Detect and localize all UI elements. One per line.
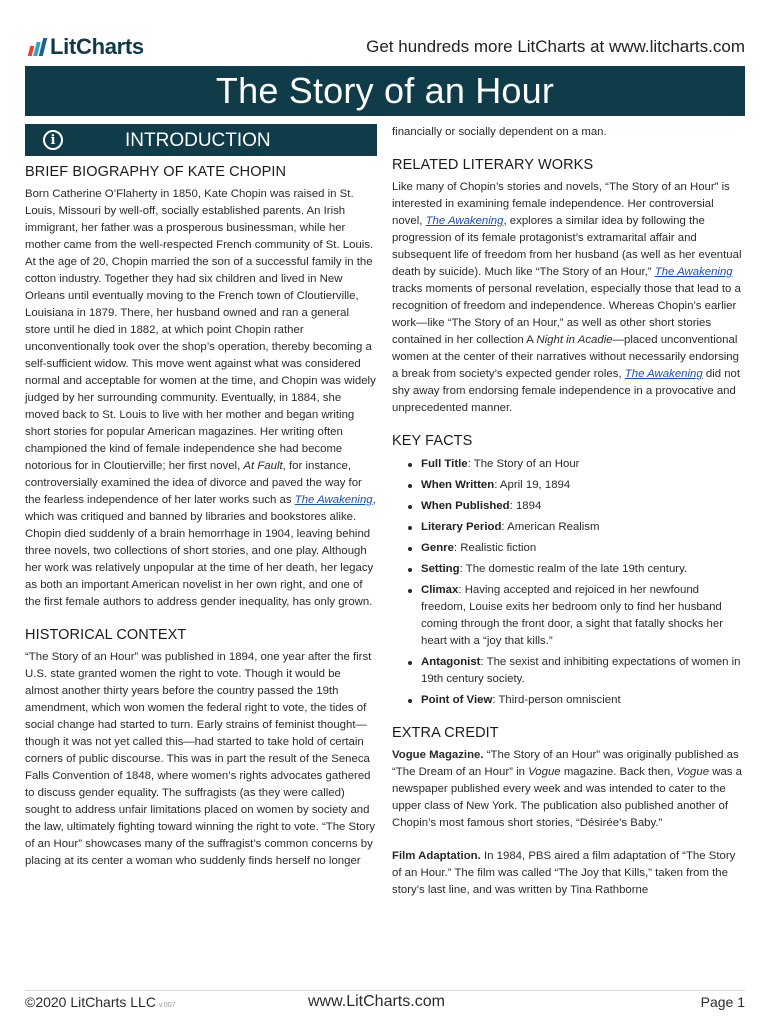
historical-text: “The Story of an Hour” was published in 1894, one year after the first U.S. state granted women the right to vote. Though it would be almost another thirty years before the country passed the 19th amendment, which won women the federal right to vote, the tides of social change had started to turn. Early strains of feminist thought—though it was not yet called this—had started to take hold of certain corners of public discourse. This was in part the result of the Seneca Falls Convention of 1848, where women’s rights advocates gathered to discuss gender equality. The suffragists (as they were called) sought to address unfair limitations placed on women by society and the law, ultimately fighting toward winning the right to vote. “The Story of an Hour” showcases many of the suffragist’s common concerns by placing at its center a woman who suddenly finds herself no longer: [25, 651, 376, 867]
fact-item: When Published: 1894: [404, 498, 744, 515]
litcharts-logo[interactable]: [29, 34, 144, 60]
key-facts-list: [392, 456, 744, 709]
film-credit: Film Adaptation. In 1984, PBS aired a film adaptation of “The Story of an Hour.” The film was called “The Joy that Kills,” taken from the story’s last line, and was written by Tina Rathborne: [392, 850, 736, 896]
left-column: [25, 124, 377, 870]
page-footer: [25, 990, 745, 1014]
fact-item: Climax: Having accepted and rejoiced in her newfound freedom, Louise exits her bedroom only to find her husband coming through the front door, a sight that fatally shocks her heart with a “joy that kills.”: [404, 582, 744, 650]
version-label: v.007: [158, 1002, 176, 1009]
logo-bars-icon: [29, 38, 45, 56]
introduction-banner: [25, 124, 377, 156]
document-title: The Story of an Hour: [215, 70, 555, 111]
biography-heading: BRIEF BIOGRAPHY OF KATE CHOPIN: [25, 164, 287, 180]
fact-item: Full Title: The Story of an Hour: [404, 456, 744, 473]
awakening-link[interactable]: The Awakening: [624, 368, 703, 380]
title-banner: [25, 66, 745, 116]
info-icon: i: [43, 130, 63, 150]
historical-heading: HISTORICAL CONTEXT: [25, 627, 187, 643]
logo-text: LitCharts: [50, 34, 144, 59]
footer-site-link[interactable]: www.LitCharts.com: [308, 993, 445, 1010]
awakening-link[interactable]: The Awakening: [294, 494, 373, 506]
historical-text-continued: financially or socially dependent on a man.: [392, 126, 607, 138]
related-heading: RELATED LITERARY WORKS: [392, 157, 594, 173]
right-column: [392, 124, 744, 899]
vogue-credit: Vogue Magazine. “The Story of an Hour” was originally published as “The Dream of an Hour” in Vogue magazine. Back then, Vogue was a newspaper published every week and was intended to cater to the upper class of New York. The publication also published another of Chopin’s most famous short stories, “Désirée’s Baby.”: [392, 749, 742, 829]
key-facts-heading: KEY FACTS: [392, 433, 473, 449]
introduction-label: INTRODUCTION: [125, 129, 271, 151]
fact-item: Setting: The domestic realm of the late 19th century.: [404, 561, 744, 578]
copyright: ©2020 LitCharts LLC v.007: [25, 994, 176, 1010]
promo-text: Get hundreds more LitCharts at www.litcharts.com: [366, 37, 745, 56]
extra-credit-heading: EXTRA CREDIT: [392, 725, 499, 741]
collection-title: Night in Acadie: [536, 334, 613, 346]
fact-item: Point of View: Third-person omniscient: [404, 692, 744, 709]
fact-item: Literary Period: American Realism: [404, 519, 744, 536]
biography-text: Born Catherine O’Flaherty in 1850, Kate Chopin was raised in St. Louis, Missouri by well-off, socially established parents. An Irish immigrant, her father was a prosperous businessman, while her mother came from the well-respected French community of St. Louis. At the age of 20, Chopin married the son of a successful family in the cotton industry. Together they had six children and lived in New Orleans until eventually moving to the French town of Cloutierville, Louisiana in 1879. There, her husband owned and ran a general store until he died in 1882, at which point Chopin rather unconventionally took over the shop’s operation, thereby becoming a self-sufficient widow. This move went against what was considered normal and acceptable for women at the time, and Chopin was widely judged by her surrounding community. Eventually, in 1884, she moved back to St. Louis to live with her mother and began writing short stories for popular American magazines. Her writing often championed the kind of female independence she had become notorious for in Cloutierville; her first novel, At Fault, for instance, controversially examined the idea of divorce and paved the way for the fearless independence of her later works such as The Awakening, which was critiqued and banned by libraries and bookstores alike. Chopin died suddenly of a brain hemorrhage in 1904, leaving behind three novels, two collections of short stories, and one play. Although her work was relatively unpopular at the time of her death, her legacy as both an important American novelist in her own right, and one of the first female authors to address gender inequality, has only grown.: [25, 188, 376, 608]
page-header: [25, 30, 745, 66]
awakening-link[interactable]: The Awakening: [425, 215, 504, 227]
fact-item: Genre: Realistic fiction: [404, 540, 744, 557]
awakening-link[interactable]: The Awakening: [654, 266, 733, 278]
novel-title: At Fault: [243, 460, 283, 472]
fact-item: Antagonist: The sexist and inhibiting expectations of women in 19th century society.: [404, 654, 744, 688]
related-text: Like many of Chopin’s stories and novels, “The Story of an Hour” is interested in examining female independence. Her controversial novel, The Awakening, explores a similar idea by following the progression of its female protagonist’s extramarital affair and subsequent life of freedom from her husband (as well as her eventual death by suicide). Much like “The Story of an Hour,” The Awakening tracks moments of personal revelation, especially those that lead to a recognition of freedom and independence. Whereas Chopin’s earlier work—like “The Story of an Hour,” as well as other short stories contained in her collection A Night in Acadie—placed unconventional women at the center of their narratives without necessarily endorsing a break from society’s expected gender roles, The Awakening did not shy away from endorsing female independence in a provocative and unprecedented manner.: [392, 181, 742, 414]
fact-item: When Written: April 19, 1894: [404, 477, 744, 494]
page-number: Page 1: [700, 994, 745, 1010]
